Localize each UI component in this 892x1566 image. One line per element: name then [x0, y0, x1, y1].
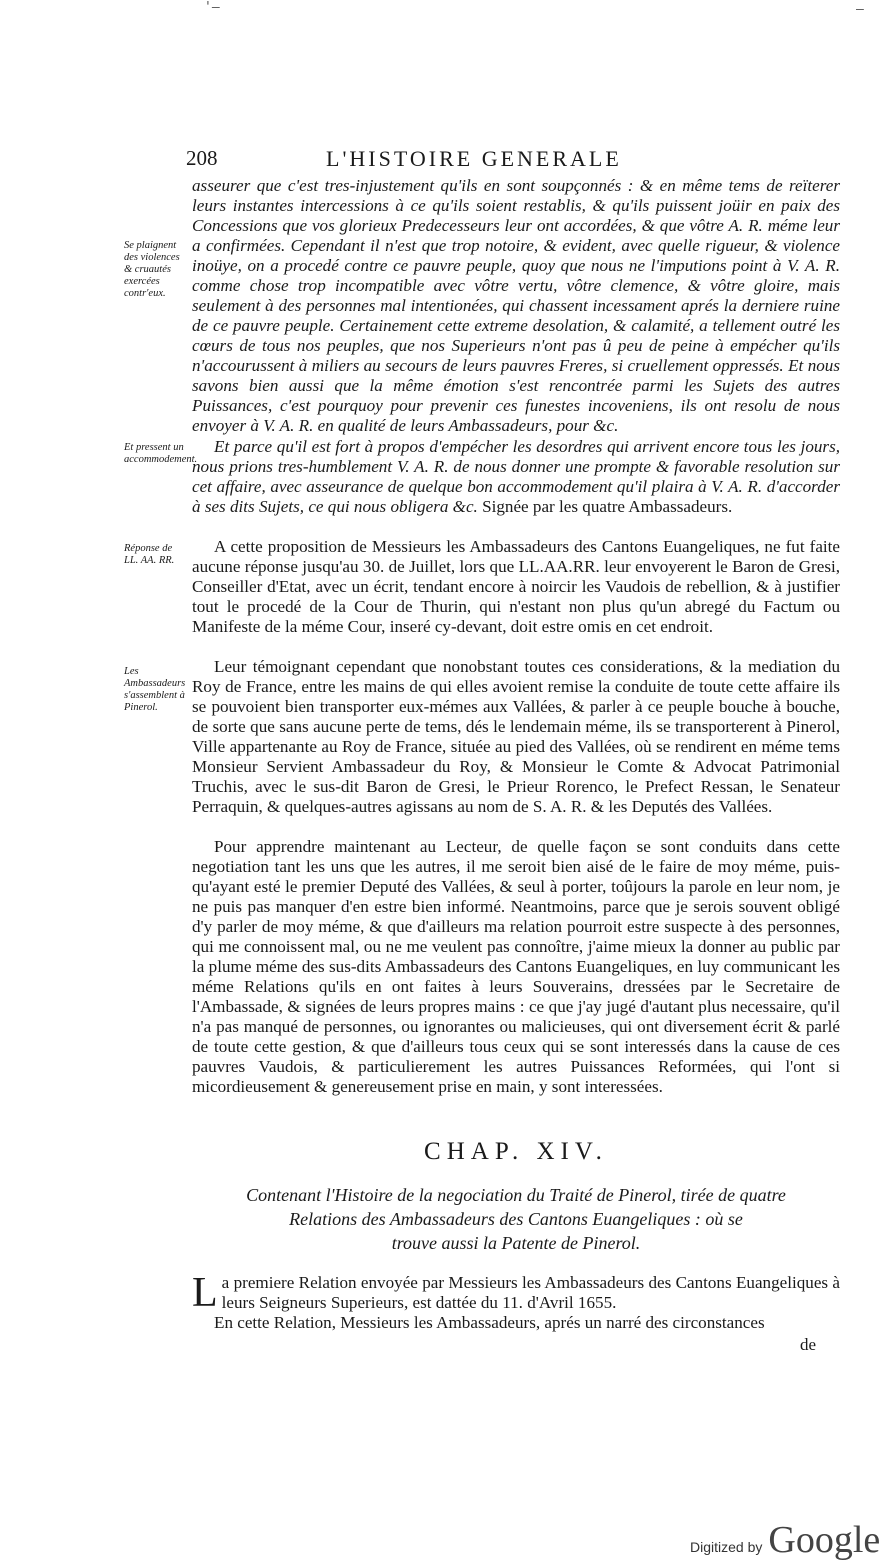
sidenote-pinerol: Les Ambassadeurs s'assemblent à Pinerol.	[124, 666, 186, 713]
watermark-prefix: Digitized by	[690, 1539, 763, 1555]
sidenote-violences: Se plaignent des violences & cruautés exercées contr'eux.	[124, 240, 180, 299]
paragraph-reader	[192, 837, 840, 1097]
paragraph-text: En cette Relation, Messieurs les Ambassadeurs, aprés un narré des circonstances	[214, 1313, 765, 1332]
top-scan-mark: '—	[204, 0, 220, 15]
chapter-title: CHAP. XIV.	[424, 1138, 608, 1165]
paragraph-text: Leur témoignant cependant que nonobstant toutes ces considerations, & la mediation du Roy de France, entre les mains de qui elles avoient remise la conduite de toute cette affaire ils se pouvoient bien transporter eux-mémes aux Vallées, & parler à ce peuple bouche à bouche, de sorte que sans aucune perte de tems, dés le lendemain méme, ils se transporterent à Pinerol, Ville appartenante au Roy de France, située au pied des Vallées, où se rendirent en méme tems Monsieur Servient Ambassadeur du Roy, & Monsieur le Comte & Advocat Patrimonial Truchis, avec le sus-dit Baron de Gresi, le Prieur Rorenco, le Prefect Ressan, le Senateur Perraquin, & quelques-autres agissans au nom de S. A. R. & les Deputés des Vallées.	[192, 657, 840, 816]
paragraph-italic-text: Et parce qu'il est fort à propos d'empécher les desordres qui arrivent encore tous les jours, nous prions tres-humblement V. A. R. de nous donner une prompte & favorable resolution sur cet affaire, avec asseurance de quelque bon accommodement qu'il plaira à V. A. R. d'accorder à ses dits Sujets, ce qui nous obligera &c.	[192, 437, 840, 516]
paragraph-text: A cette proposition de Messieurs les Ambassadeurs des Cantons Euangeliques, ne fut faite aucune réponse jusqu'au 30. de Juillet, lors que LL.AA.RR. leur envoyerent le Baron de Gresi, Conseiller d'Etat, avec un écrit, tendant encore à noircir les Vaudois de rebellion, & à justifier tout le procedé de la Cour de Thurin, qui n'estant non plus qu'un abregé du Factum ou Manifeste de la méme Cour, inseré cy-devant, doit estre omis en cet endroit.	[192, 537, 840, 636]
letter-paragraph-2	[192, 437, 840, 517]
page-number: 208	[186, 146, 218, 170]
page-header	[186, 146, 836, 172]
running-title: L'HISTOIRE GENERALE	[326, 146, 622, 171]
google-logo: Google	[768, 1519, 881, 1561]
drop-cap: L	[192, 1270, 218, 1316]
sidenote-reponse: Réponse de LL. AA. RR.	[124, 543, 175, 566]
summary-line: Contenant l'Histoire de la negociation du Traité de Pinerol, tirée de quatre	[246, 1185, 786, 1205]
summary-line: Relations des Ambassadeurs des Cantons Euangeliques : où se	[289, 1209, 743, 1229]
top-right-scan-mark: —	[856, 2, 864, 17]
letter-paragraph-1	[192, 176, 840, 436]
paragraph-response	[192, 537, 840, 637]
digitized-by-google-watermark	[690, 1518, 880, 1562]
summary-line: trouve aussi la Patente de Pinerol.	[391, 1233, 641, 1253]
paragraph-text: a premiere Relation envoyée par Messieurs les Ambassadeurs des Cantons Euangeliques à leurs Seigneurs Superieurs, est dattée du 11. d'Avril 1655.	[221, 1273, 840, 1312]
catchword: de	[800, 1335, 817, 1354]
chapter-body	[192, 1270, 840, 1333]
sidenote-accommodement: Et pressent un accommodement.	[124, 442, 198, 465]
chapter-summary	[200, 1183, 832, 1255]
paragraph-text: Pour apprendre maintenant au Lecteur, de quelle façon se sont conduits dans cette negotiation tant les uns que les autres, il me seroit bien aisé de le faire de moy méme, puis-qu'ayant esté le premier Deputé des Vallées, & seul à porter, toûjours la parole en leur nom, je ne puis pas manquer d'en estre bien informé. Neantmoins, parce que je serois souvent obligé d'y parler de moy méme, & que d'ailleurs ma relation pourroit estre suspecte à des personnes, qui me connoissent mal, ou ne me veulent pas connoître, j'aime mieux la donner au public par la plume méme des sus-dits Ambassadeurs des Cantons Euangeliques, en luy communicant les méme Relations qu'ils en ont faites à leurs Souverains, dressées par le Secretaire de l'Ambassade, & signées de leurs propres mains : ce que j'ay jugé d'autant plus necessaire, qu'il n'a pas manqué de personnes, ou ignorantes ou malicieuses, qui ont diversement écrit & parlé de toute cette gestion, & que d'ailleurs tous ceux qui se sont interessés dans la cause de ces pauvres Vaudois, & particulierement les autres Puissances Reformées, qui l'ont si micordieusement & genereusement prise en main, y sont interessées.	[192, 837, 840, 1096]
signature-text: Signée par les quatre Ambassadeurs.	[482, 497, 733, 516]
paragraph-text: asseurer que c'est tres-injustement qu'ils en sont soupçonnés : & en même tems de reïterer leurs instantes intercessions à ce qu'ils soient restablis, & qu'ils puissent joüir en paix des Concessions que vos glorieux Predecesseurs leur ont accordées, & que vôtre A. R. méme leur a confirmées. Cependant il n'est que trop notoire, & evident, avec quelle rigueur, & violence inoüye, on a procedé contre ce pauvre peuple, quoy que nous ne l'imputions point à V. A. R. comme chose trop incompatible avec vôtre vertu, vôtre clemence, & vôtre gloire, mais seulement à des personnes mal intentionées, qui chassent incessament aprés la derniere ruine de ce pauvre peuple. Certainement cette extreme desolation, & calamité, a tellement outré les cœurs de tous nos peuples, que nos Superieurs n'ont pas û peu de peine à empécher qu'ils n'accourussent à miliers au secours de leurs pauvres Freres, si cruellement oppressés. Et nous savons bien aussi que la même émotion s'est rencontrée parmi les Sujets des autres Puissances, c'est pourquoy pour prevenir ces funestes incoveniens, ils ont resolu de nous envoyer à V. A. R. en qualité de leurs Ambassadeurs, pour &c.	[192, 176, 840, 435]
paragraph-pinerol	[192, 657, 840, 817]
